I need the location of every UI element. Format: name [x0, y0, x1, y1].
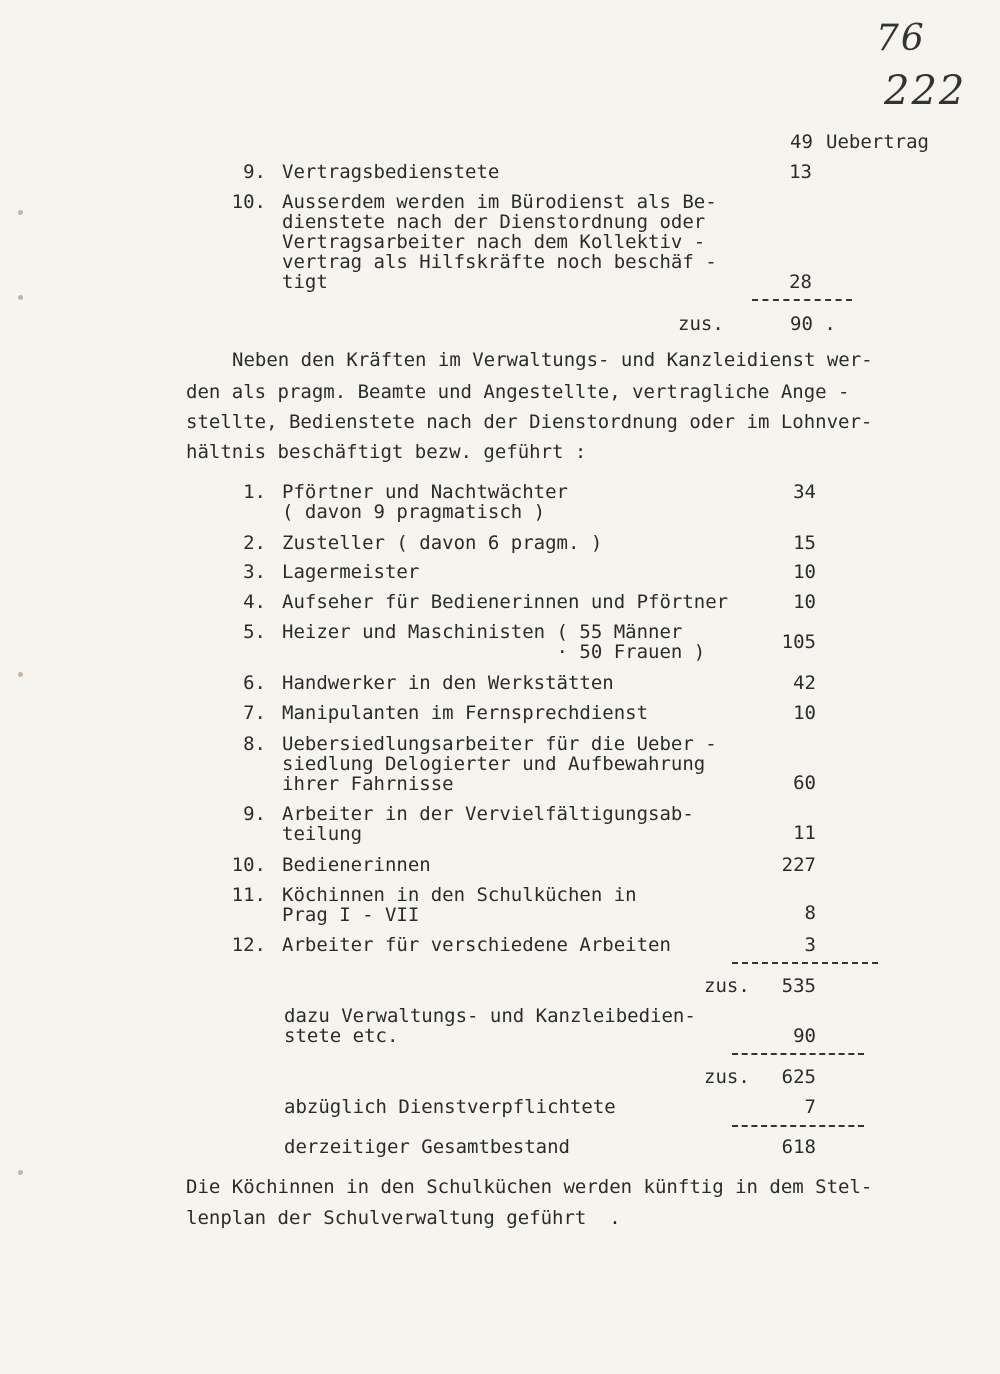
- paragraph-line: Neben den Kräften im Verwaltungs- und Kanzleidienst wer-: [232, 349, 873, 371]
- list-item-number: 6.: [243, 672, 266, 694]
- list-item-text: Zusteller ( davon 6 pragm. ): [282, 532, 603, 554]
- list-item-number: 10.: [231, 854, 266, 876]
- list-item-value: 8: [804, 902, 816, 924]
- sum-rule: [732, 1125, 864, 1127]
- list-item-text: Handwerker in den Werkstätten: [282, 672, 614, 694]
- list-item-text: Heizer und Maschinisten ( 55 Männer: [282, 621, 683, 643]
- top-item-text: Ausserdem werden im Bürodienst als Be-: [282, 191, 717, 213]
- list-item-number: 1.: [243, 481, 266, 503]
- punch-mark: [18, 210, 23, 215]
- list-item-text: Bedienerinnen: [282, 854, 431, 876]
- list-item-number: 4.: [243, 591, 266, 613]
- top-item-number: 10.: [231, 191, 266, 213]
- top-item-text: tigt: [282, 271, 328, 293]
- sum1-value: 535: [781, 975, 816, 997]
- list-item-text: Manipulanten im Fernsprechdienst: [282, 702, 649, 724]
- list-item-number: 12.: [231, 934, 266, 956]
- list-item-text: Prag I - VII: [282, 904, 420, 926]
- list-item-number: 3.: [243, 561, 266, 583]
- add-line-text: stete etc.: [284, 1025, 399, 1047]
- footer-line: Die Köchinnen in den Schulküchen werden künftig in dem Stel-: [186, 1176, 873, 1198]
- list-item-value: 105: [781, 631, 816, 653]
- deduct-value: 7: [804, 1096, 816, 1118]
- sum2-value: 625: [781, 1066, 816, 1088]
- top-item-value: 13: [789, 161, 812, 183]
- top-item-value: 28: [789, 271, 812, 293]
- sum2-label: zus.: [704, 1066, 750, 1088]
- list-item-value: 42: [793, 672, 816, 694]
- list-item-text: Pförtner und Nachtwächter: [282, 481, 568, 503]
- list-item-value: 34: [793, 481, 816, 503]
- top-total-value: 90 .: [790, 313, 836, 335]
- list-item-text: teilung: [282, 823, 363, 845]
- list-item-value: 10: [793, 591, 816, 613]
- list-item-value: 227: [781, 854, 816, 876]
- list-item-number: 5.: [243, 621, 266, 643]
- sum-rule: [732, 962, 878, 964]
- top-total-label: zus.: [678, 313, 724, 335]
- list-item-number: 11.: [231, 884, 266, 906]
- list-item-number: 9.: [243, 803, 266, 825]
- top-item-text: vertrag als Hilfskräfte noch beschäf -: [282, 251, 717, 273]
- list-item-text: siedlung Delogierter und Aufbewahrung: [282, 753, 706, 775]
- top-item-text: Vertragsbedienstete: [282, 161, 500, 183]
- page-number: 76: [876, 18, 926, 59]
- current-value: 618: [781, 1136, 816, 1158]
- footer-line: lenplan der Schulverwaltung geführt .: [186, 1207, 621, 1229]
- top-item-number: 9.: [243, 161, 266, 183]
- carry-over-label: Uebertrag: [826, 131, 929, 153]
- list-item-number: 8.: [243, 733, 266, 755]
- list-item-text: Uebersiedlungsarbeiter für die Ueber -: [282, 733, 717, 755]
- sum-rule: [732, 1053, 864, 1055]
- punch-mark: [18, 1170, 23, 1175]
- punch-mark: [18, 672, 23, 677]
- deduct-text: abzüglich Dienstverpflichtete: [284, 1096, 616, 1118]
- sum-rule: [752, 299, 852, 301]
- add-line-value: 90: [793, 1025, 816, 1047]
- list-item-value: 60: [793, 772, 816, 794]
- page-number-secondary: 222: [884, 68, 967, 114]
- list-item-text: Arbeiter in der Vervielfältigungsab-: [282, 803, 694, 825]
- list-item-text: ihrer Fahrnisse: [282, 773, 454, 795]
- list-item-number: 7.: [243, 702, 266, 724]
- list-item-value: 10: [793, 561, 816, 583]
- list-item-text: ( davon 9 pragmatisch ): [282, 501, 546, 523]
- paragraph-line: stellte, Bedienstete nach der Dienstordnung oder im Lohnver-: [186, 411, 873, 433]
- list-item-value: 3: [804, 934, 816, 956]
- list-item-value: 11: [793, 822, 816, 844]
- list-item-number: 2.: [243, 532, 266, 554]
- list-item-text: Köchinnen in den Schulküchen in: [282, 884, 637, 906]
- paragraph-line: hältnis beschäftigt bezw. geführt :: [186, 441, 587, 463]
- add-line-text: dazu Verwaltungs- und Kanzleibedien-: [284, 1005, 696, 1027]
- current-text: derzeitiger Gesamtbestand: [284, 1136, 570, 1158]
- paragraph-line: den als pragm. Beamte und Angestellte, vertragliche Ange -: [186, 381, 850, 403]
- list-item-value: 10: [793, 702, 816, 724]
- carry-over-value: 49: [790, 131, 813, 153]
- sum1-label: zus.: [704, 975, 750, 997]
- list-item-text: Aufseher für Bedienerinnen und Pförtner: [282, 591, 729, 613]
- list-item-value: 15: [793, 532, 816, 554]
- list-item-text: Arbeiter für verschiedene Arbeiten: [282, 934, 671, 956]
- top-item-text: dienstete nach der Dienstordnung oder: [282, 211, 706, 233]
- list-item-text: · 50 Frauen ): [282, 641, 706, 663]
- top-item-text: Vertragsarbeiter nach dem Kollektiv -: [282, 231, 706, 253]
- list-item-text: Lagermeister: [282, 561, 420, 583]
- punch-mark: [18, 295, 23, 300]
